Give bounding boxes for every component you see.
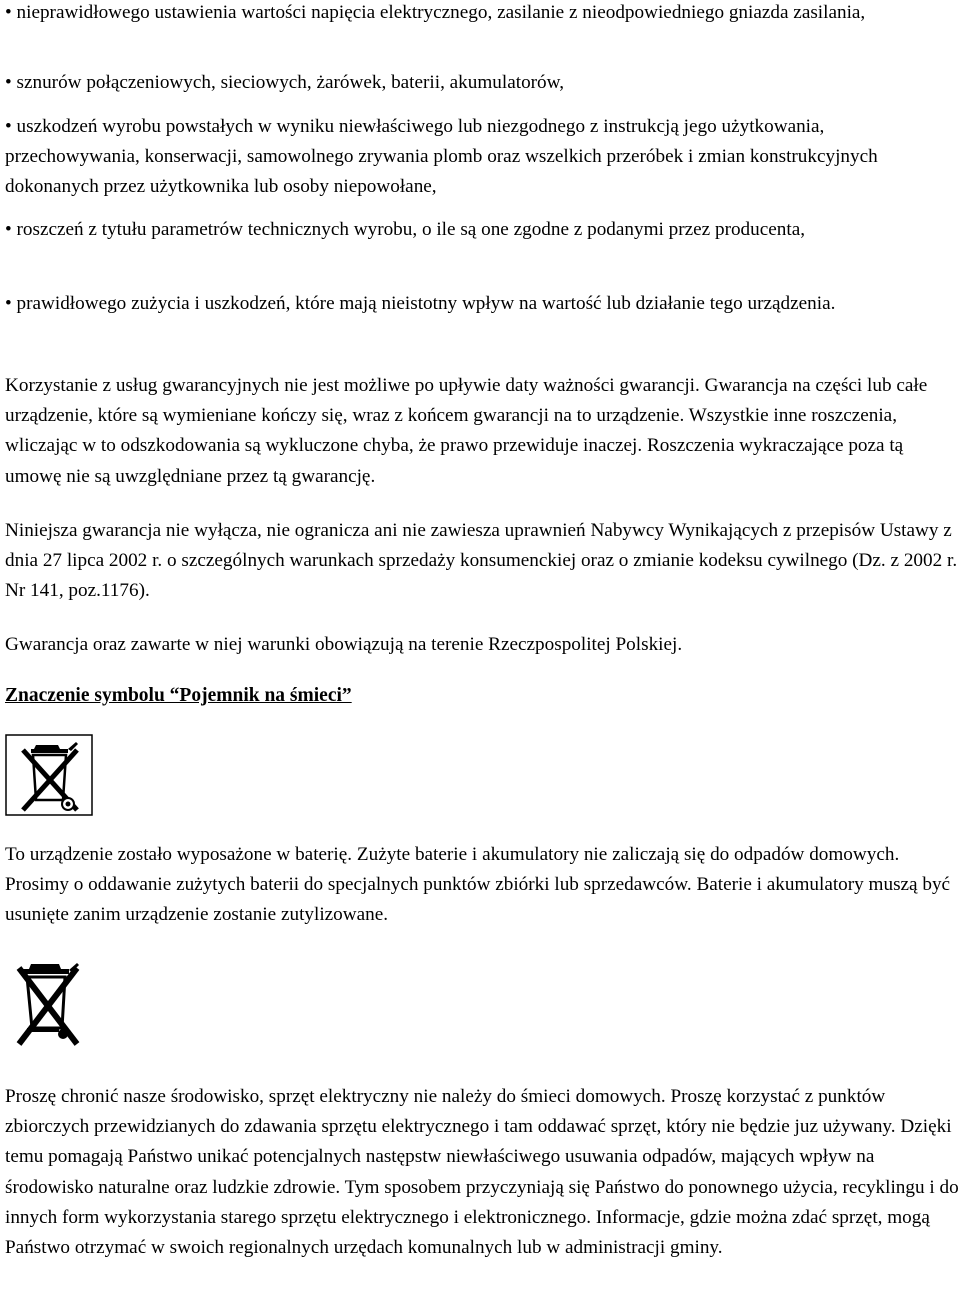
bin-icon: [13, 954, 83, 1054]
section-heading: Znaczenie symbolu “Pojemnik na śmieci”: [5, 685, 352, 706]
bullet-item: • nieprawidłowego ustawienia wartości napięcia elektrycznego, zasilanie z nieodpowiedniego gniazda zasilania,: [5, 2, 866, 23]
bullet-item: • uszkodzeń wyrobu powstałych w wyniku niewłaściwego lub niezgodnego z instrukcją jego użytkowania, przechowywania, konserwacji, samowolnego zrywania plomb oraz wszelkich przeróbek i zmian konstrukcyjnych dokonanych przez użytkownika lub osoby niepowołane,: [5, 116, 878, 198]
bullet-item: • prawidłowego zużycia i uszkodzeń, które mają nieistotny wpływ na wartość lub działanie tego urządzenia.: [5, 293, 836, 314]
warranty-expiry-paragraph: Korzystanie z usług gwarancyjnych nie jest możliwe po upływie daty ważności gwarancji. Gwarancja na części lub całe urządzenie, które są wymieniane kończy się, wraz z końcem gwarancji na to urządzenie. Wszystkie inne roszczenia, wliczając w to odszkodowania są wykluczone chyba, że prawo przewiduje inaczej. Roszczenia wykraczające poza tą umowę nie są uwzględniane przez tą gwarancję.: [5, 375, 928, 487]
boxed-bin-icon: [5, 734, 93, 822]
environment-paragraph: Proszę chronić nasze środowisko, sprzęt elektryczny nie należy do śmieci domowych. Proszę korzystać z punktów zbiorczych przewidzianych do zdawania sprzętu elektrycznego i tam oddawać sprzęt, który nie będzie juz używany. Dzięki temu pomagają Państwo unikać potencjalnych następstw niewłaściwego usuwania odpadów, mających wpływ na środowisko naturalne oraz ludzkie zdrowie. Tym sposobem przyczyniają się Państwo do ponownego użycia, recyklingu i do innych form wykorzystania starego sprzętu elektrycznego i elektronicznego. Informacje, gdzie można zdać sprzęt, mogą Państwo otrzymać w swoich regionalnych urzędach komunalnych lub w administracji gminy.: [5, 1086, 959, 1259]
consumer-rights-paragraph: Niniejsza gwarancja nie wyłącza, nie ogranicza ani nie zawiesza uprawnień Nabywcy Wynikających z przepisów Ustawy z dnia 27 lipca 2002 r. o szczególnych warunkach sprzedaży konsumenckiej oraz o zmianie kodeksu cywilnego (Dz. z 2002 r. Nr 141, poz.1176).: [5, 520, 958, 602]
bullet-item: • sznurów połączeniowych, sieciowych, żarówek, baterii, akumulatorów,: [5, 72, 565, 93]
territory-paragraph: Gwarancja oraz zawarte w niej warunki obowiązują na terenie Rzeczpospolitej Polskiej.: [5, 634, 683, 655]
battery-paragraph: To urządzenie zostało wyposażone w baterię. Zużyte baterie i akumulatory nie zaliczają się do odpadów domowych. Prosimy o oddawanie zużytych baterii do specjalnych punktów zbiórki lub sprzedawców. Baterie i akumulatory muszą być usunięte zanim urządzenie zostanie zutylizowane.: [5, 844, 951, 926]
bullet-item: • roszczeń z tytułu parametrów technicznych wyrobu, o ile są one zgodne z podanymi przez producenta,: [5, 219, 806, 240]
